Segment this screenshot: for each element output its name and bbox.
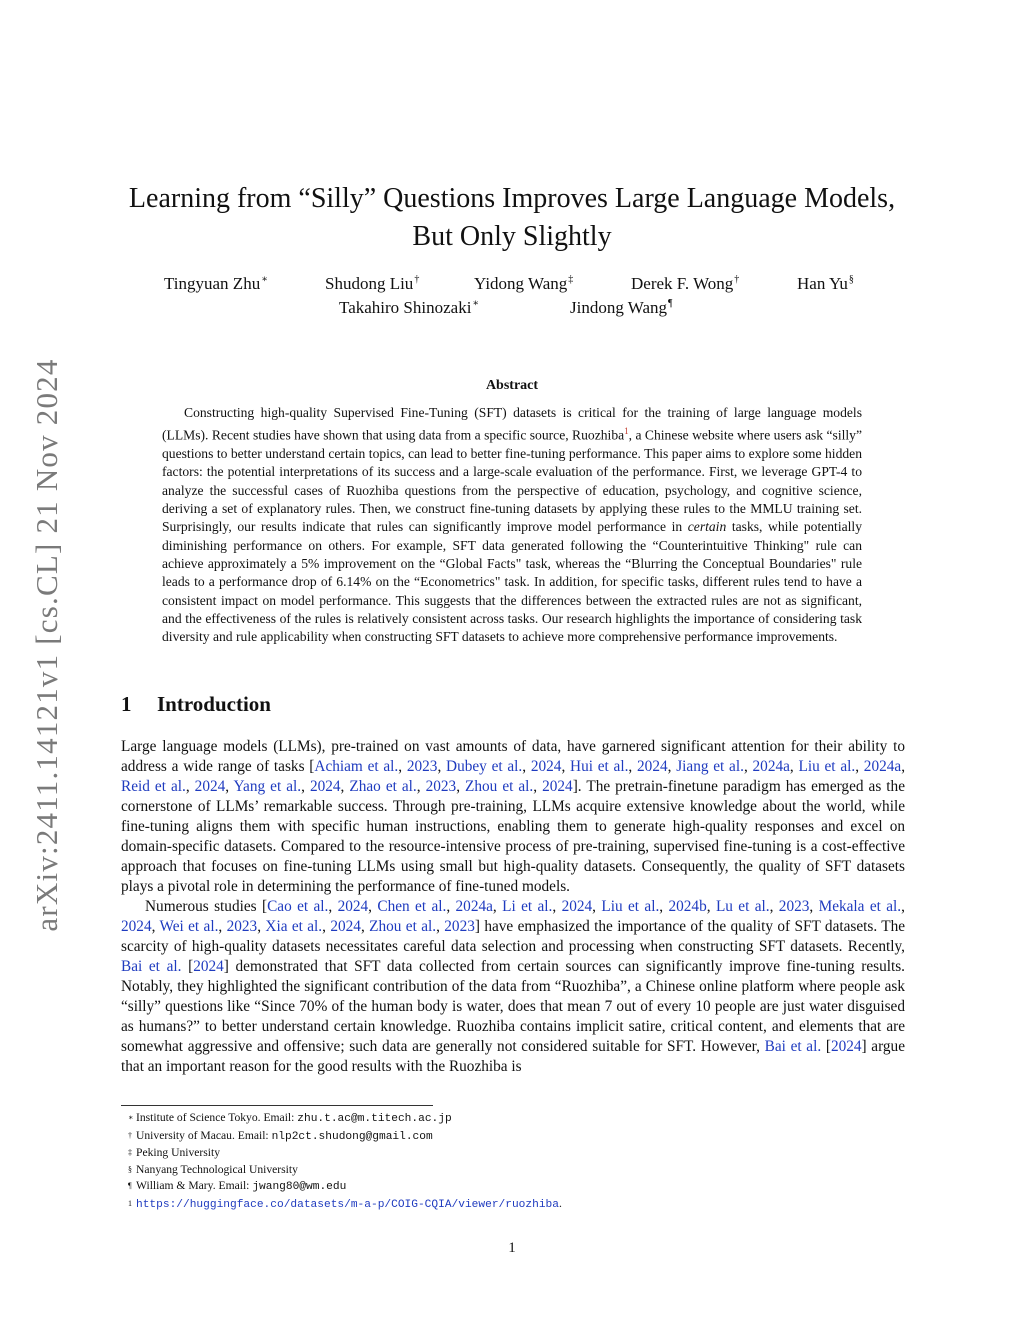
citation-link[interactable]: Zhou et al. xyxy=(369,918,437,935)
citation-link[interactable]: 2024a xyxy=(752,758,790,775)
citation-link[interactable]: Lu et al. xyxy=(715,898,770,915)
footnote-ref-1[interactable]: 1 xyxy=(624,426,629,437)
citation-link[interactable]: Xia et al. xyxy=(265,918,323,935)
author-1: Tingyuan Zhu∗ xyxy=(164,274,268,293)
citation-link[interactable]: Li et al. xyxy=(502,898,553,915)
arxiv-identifier: arXiv:2411.14121v1 [cs.CL] 21 Nov 2024 xyxy=(29,358,64,932)
citation-link[interactable]: 2023 xyxy=(226,918,258,935)
citation-link[interactable]: 2024 xyxy=(193,958,224,975)
citation-link[interactable]: 2024 xyxy=(194,778,226,795)
citation-link[interactable]: Dubey et al. xyxy=(446,758,523,775)
citation-link[interactable]: 2024 xyxy=(542,778,573,795)
citation-link[interactable]: Yang et al. xyxy=(233,778,302,795)
citation-link[interactable]: 2024 xyxy=(530,758,562,775)
email-address: zhu.t.ac@m.titech.ac.jp xyxy=(297,1113,452,1125)
author-2: Shudong Liu† xyxy=(325,274,420,293)
footnote-1: ∗ Institute of Science Tokyo. Email: zhu.t.ac@m.titech.ac.jp xyxy=(128,1111,452,1125)
title-line-1: Learning from “Silly” Questions Improves Large Language Models, xyxy=(128,183,896,214)
footnote-3: ‡ Peking University xyxy=(128,1146,221,1159)
citation-link[interactable]: Liu et al. xyxy=(798,758,856,775)
citation-link[interactable]: Bai et al. xyxy=(121,958,182,975)
footnote-2: † University of Macau. Email: nlp2ct.shudong@gmail.com xyxy=(128,1128,433,1143)
email-address: nlp2ct.shudong@gmail.com xyxy=(271,1130,433,1143)
footnote-6: 1 https://huggingface.co/datasets/m-a-p/COIG-CQIA/viewer/ruozhiba. xyxy=(128,1196,562,1211)
abstract-body: Constructing high-quality Supervised Fine-Tuning (SFT) datasets is critical for the training of large language models (LLMs). Recent studies have shown that using data from a specific source, Ruozhiba$^1$, a Chinese website where users ask “silly” questions to better understand certain topics, can lead to better fine-tuning performance. This paper aims to explore some hidden factors: the potential interpretations of its success and a large-scale evaluation of the performance. First, we leverage GPT-4 to analyze the successful cases of Ruozhiba questions from the perspective of education, psychology, and cognitive science, deriving a set of explanatory rules. Then, we construct fine-tuning datasets by applying these rules to the MMLU training set. Surprisingly, our results indicate that rules can significantly improve model performance in certain tasks, while potentially diminishing performance on others. For example, SFT data generated following the “Counterintuitive Thinking" rule can achieve approximately a 5% improvement on the “Global Facts" task, whereas the “Blurring the Conceptual Boundaries" rule leads to a performance drop of 6.14% on the “Econometrics" task. In addition, for specific tasks, different rules tend to have a consistent impact on model performance. This suggests that the differences between the extracted rules are not as significant, and the effectiveness of the rules is relatively consistent across tasks. Our research highlights the importance of considering task diversity and rule applicability when constructing SFT datasets to achieve more comprehensive performance improvements. xyxy=(162,405,862,645)
intro-paragraph-2: Numerous studies [Cao et al., 2024, Chen et al., 2024a, Li et al., 2024, Liu et al., 2024b, Lu et al., 2023, Mekala et al., 2024, Wei et al., 2023, Xia et al., 2024, Zhou et al., 2023] have emphasized the importance of the quality of SFT datasets. The scarcity of high-quality datasets necessitates careful data selection and processing when constructing SFT datasets. Recently, Bai et al. [2024] demonstrated that SFT data collected from certain sources can significantly improve fine-tuning results. Notably, they highlighted the significant contribution of the data from “Ruozhiba”, a Chinese online platform where people ask “silly” questions like “Since 70% of the human body is water, does that mean 7 out of every 10 people are just water disguised as humans?” to better understand certain knowledge. Ruozhiba contains implicit satire, critical content, and elements that are somewhat aggressive and offensive; such data are generally not considered suitable for SFT. However, Bai et al. [2024] argue that an important reason for the good results with the Ruozhiba is xyxy=(121,898,906,1075)
citation-link[interactable]: Bai et al. xyxy=(764,1038,822,1055)
author-7: Jindong Wang¶ xyxy=(570,298,673,317)
footnotes xyxy=(128,1110,562,1213)
citation-link[interactable]: 2024a xyxy=(863,758,902,775)
citation-link[interactable]: 2024 xyxy=(121,918,152,935)
citation-link[interactable]: 2023 xyxy=(406,758,438,775)
citation-link[interactable]: Achiam et al. xyxy=(314,758,399,775)
citation-link[interactable]: Cao et al. xyxy=(267,898,329,915)
citation-link[interactable]: 2024 xyxy=(637,758,668,775)
citation-link[interactable]: 2023 xyxy=(444,918,475,935)
citation-link[interactable]: 2024 xyxy=(309,778,341,795)
citation-link[interactable]: Mekala et al. xyxy=(818,898,902,915)
footnote-url-link[interactable]: https://huggingface.co/datasets/m-a-p/COIG-CQIA/viewer/ruozhiba xyxy=(136,1198,559,1211)
intro-paragraph-1: Large language models (LLMs), pre-trained on vast amounts of data, have garnered significant attention for their ability to address a wide range of tasks [Achiam et al., 2023, Dubey et al., 2024, Hui et al., 2024, Jiang et al., 2024a, Liu et al., 2024a, Reid et al., 2024, Yang et al., 2024, Zhao et al., 2023, Zhou et al., 2024]. The pretrain-finetune paradigm has emerged as the cornerstone of LLMs’ remarkable success. Through pre-training, LLMs acquire extensive knowledge about the world, while fine-tuning aligns them with specific human instructions, enabling them to generate high-quality responses and excel on domain-specific datasets. Compared to the resource-intensive process of pre-training, supervised fine-tuning is a cost-effective approach that focuses on fine-tuning LLMs using small but high-quality datasets. Consequently, the quality of SFT datasets plays a pivotal role in determining the performance of fine-tuned models. xyxy=(121,738,906,895)
paper-title xyxy=(100,180,924,256)
citation-link[interactable]: Liu et al. xyxy=(601,898,660,915)
citation-link[interactable]: Zhou et al. xyxy=(465,778,534,795)
citation-link[interactable]: Reid et al. xyxy=(121,778,186,795)
author-6: Takahiro Shinozaki∗ xyxy=(339,298,480,317)
citation-link[interactable]: Hui et al. xyxy=(570,758,629,775)
author-4: Derek F. Wong† xyxy=(631,274,740,293)
citation-link[interactable]: 2024 xyxy=(561,898,593,915)
section-heading-introduction: 1 Introduction xyxy=(121,692,271,716)
citation-link[interactable]: 2024 xyxy=(830,1038,862,1055)
citation-link[interactable]: 2024a xyxy=(455,898,493,915)
citation-link[interactable]: 2024 xyxy=(337,898,369,915)
citation-link[interactable]: 2024b xyxy=(668,898,707,915)
footnote-4: § Nanyang Technological University xyxy=(128,1162,298,1176)
email-address: jwang80@wm.edu xyxy=(252,1181,347,1193)
abstract-heading: Abstract xyxy=(485,378,539,393)
citation-link[interactable]: Wei et al. xyxy=(159,918,219,935)
footnote-5: ¶ William & Mary. Email: jwang80@wm.edu xyxy=(128,1179,347,1193)
introduction-body xyxy=(121,737,905,1077)
citation-link[interactable]: 2024 xyxy=(330,918,361,935)
title-line-2: But Only Slightly xyxy=(412,221,612,252)
citation-link[interactable]: Zhao et al. xyxy=(349,778,417,795)
citation-link[interactable]: 2023 xyxy=(778,898,810,915)
arxiv-stamp xyxy=(22,345,72,945)
author-5: Han Yu§ xyxy=(797,274,854,293)
footnote-divider xyxy=(121,1105,433,1106)
citation-link[interactable]: Jiang et al. xyxy=(676,758,744,775)
page-number: 1 xyxy=(508,1240,516,1256)
citation-link[interactable]: Chen et al. xyxy=(377,898,447,915)
author-3: Yidong Wang‡ xyxy=(474,274,574,293)
citation-link[interactable]: 2023 xyxy=(425,778,457,795)
